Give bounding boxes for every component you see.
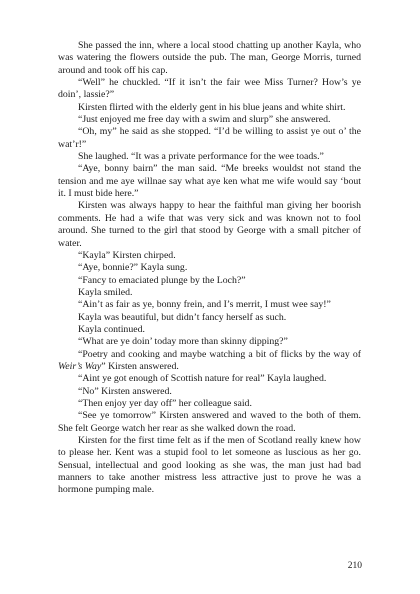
paragraph: Kirsten flirted with the elderly gent in his blue jeans and white shirt. [78, 101, 346, 113]
paragraph: She passed the inn, where a local stood chatting up another Kayla, who was watering the flowers outside the pub. The man, George Morris, turned around and took off his cap. [58, 40, 361, 76]
paragraph: Kayla was beautiful, but didn’t fancy herself as such. [78, 311, 287, 323]
paragraph: Kayla smiled. [78, 286, 133, 298]
paragraph: She laughed. “It was a private performance for the wee toads.” [78, 151, 324, 163]
paragraph: “Kayla” Kirsten chirped. [78, 249, 176, 261]
paragraph: “Oh, my” he said as she stopped. “I’d be willing to assist ye out o’ the wat’r!” [58, 126, 361, 150]
paragraph-text: ” Kirsten answered. [101, 360, 179, 372]
page-number: 210 [347, 561, 362, 571]
paragraph: “Then enjoy yer day off” her colleague said. [78, 397, 252, 409]
paragraph: “Aye, bonny bairn” the man said. “Me breeks wouldst not stand the tension and me aye willnae say what aye ken what me wife would say ‘bout it. I must bide here.” [58, 163, 361, 200]
paragraph: Kayla continued. [78, 323, 145, 335]
paragraph: “Just enjoyed me free day with a swim and slurp” she answered. [78, 114, 331, 126]
show-title: Weir’s Way [58, 360, 102, 372]
paragraph: “Fancy to emaciated plunge by the Loch?” [78, 274, 246, 286]
paragraph-with-title [58, 349, 361, 374]
paragraph: “What are ye doin’ today more than skinny dipping?” [78, 336, 288, 348]
paragraph: Kirsten for the first time felt as if the men of Scotland really knew how to please her. Kent was a stupid fool to let someone as luscious as her go. Sensual, intellectual and good looking as she was, the man just had bad manners to take another mistress less attractive just to prove he was a hormone pumping male. [58, 435, 361, 496]
paragraph: Kirsten was always happy to hear the faithful man giving her boorish comments. He had a wife that was very sick and was known not to fool around. She turned to the girl that stood by George with a small pitcher of water. [58, 200, 361, 249]
paragraph: “No” Kirsten answered. [78, 385, 172, 397]
paragraph: “Aint ye got enough of Scottish nature for real” Kayla laughed. [78, 373, 327, 385]
paragraph: “Ain’t as fair as ye, bonny frein, and I’s merrit, I must wee say!” [78, 299, 331, 311]
paragraph: “See ye tomorrow” Kirsten answered and waved to the both of them. She felt George watch her rear as she walked down the road. [58, 410, 361, 434]
paragraph-text: “Poetry and cooking and maybe watching a bit of flicks by the way of [78, 348, 361, 360]
paragraph: “Aye, bonnie?” Kayla sung. [78, 262, 188, 274]
paragraph: “Well” he chuckled. “If it isn’t the fair wee Miss Turner? How’s ye doin’, lassie?” [58, 77, 361, 101]
page-body [58, 40, 361, 497]
